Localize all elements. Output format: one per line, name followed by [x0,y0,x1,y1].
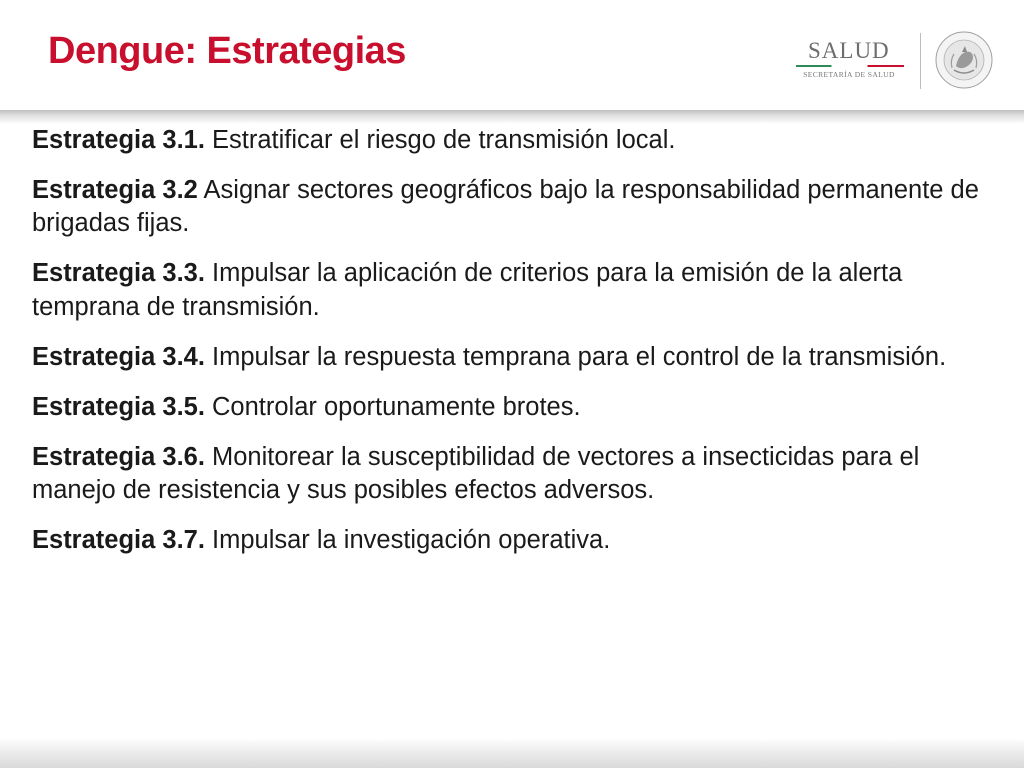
slide-header [0,0,1024,118]
strategy-list [32,124,982,574]
strategy-text: Impulsar la aplicación de criterios para la emisión de la alerta temprana de transmisión. [32,259,903,321]
strategy-item [32,441,982,507]
strategy-text: Impulsar la investigación operativa. [204,526,611,555]
strategy-text: Monitorear la susceptibilidad de vectores a insecticidas para el manejo de resistencia y sus posibles efectos adversos. [32,442,920,505]
strategy-item [32,174,982,240]
salud-logo-stripe [796,65,904,67]
salud-logo-subtitle: SECRETARÍA DE SALUD [803,70,895,79]
salud-logo [794,38,904,84]
salud-logo-text: SALUD [808,38,890,63]
strategy-item [32,524,982,557]
header-divider [0,110,1024,124]
strategy-item [32,257,982,323]
slide-title: Dengue: Estrategias [48,30,406,72]
logo-divider [920,33,921,89]
strategy-item [32,341,982,374]
mexican-coat-of-arms-icon [934,30,994,90]
strategy-label: Estrategia 3.5. [32,392,205,421]
footer-band [0,738,1024,768]
strategy-text: Controlar oportunamente brotes. [204,392,581,421]
strategy-item [32,124,982,157]
strategy-item [32,391,982,424]
strategy-label: Estrategia 3.1. [32,126,205,154]
strategy-label: Estrategia 3.6. [32,442,205,471]
strategy-text: Impulsar la respuesta temprana para el control de la transmisión. [204,342,947,371]
strategy-label: Estrategia 3.2 [32,176,198,205]
strategy-text: Asignar sectores geográficos bajo la responsabilidad permanente de brigadas fijas. [32,176,979,238]
strategy-label: Estrategia 3.4. [32,342,205,371]
strategy-label: Estrategia 3.7. [32,526,205,555]
strategy-text: Estratificar el riesgo de transmisión local. [204,126,676,154]
strategy-label: Estrategia 3.3. [32,259,205,288]
